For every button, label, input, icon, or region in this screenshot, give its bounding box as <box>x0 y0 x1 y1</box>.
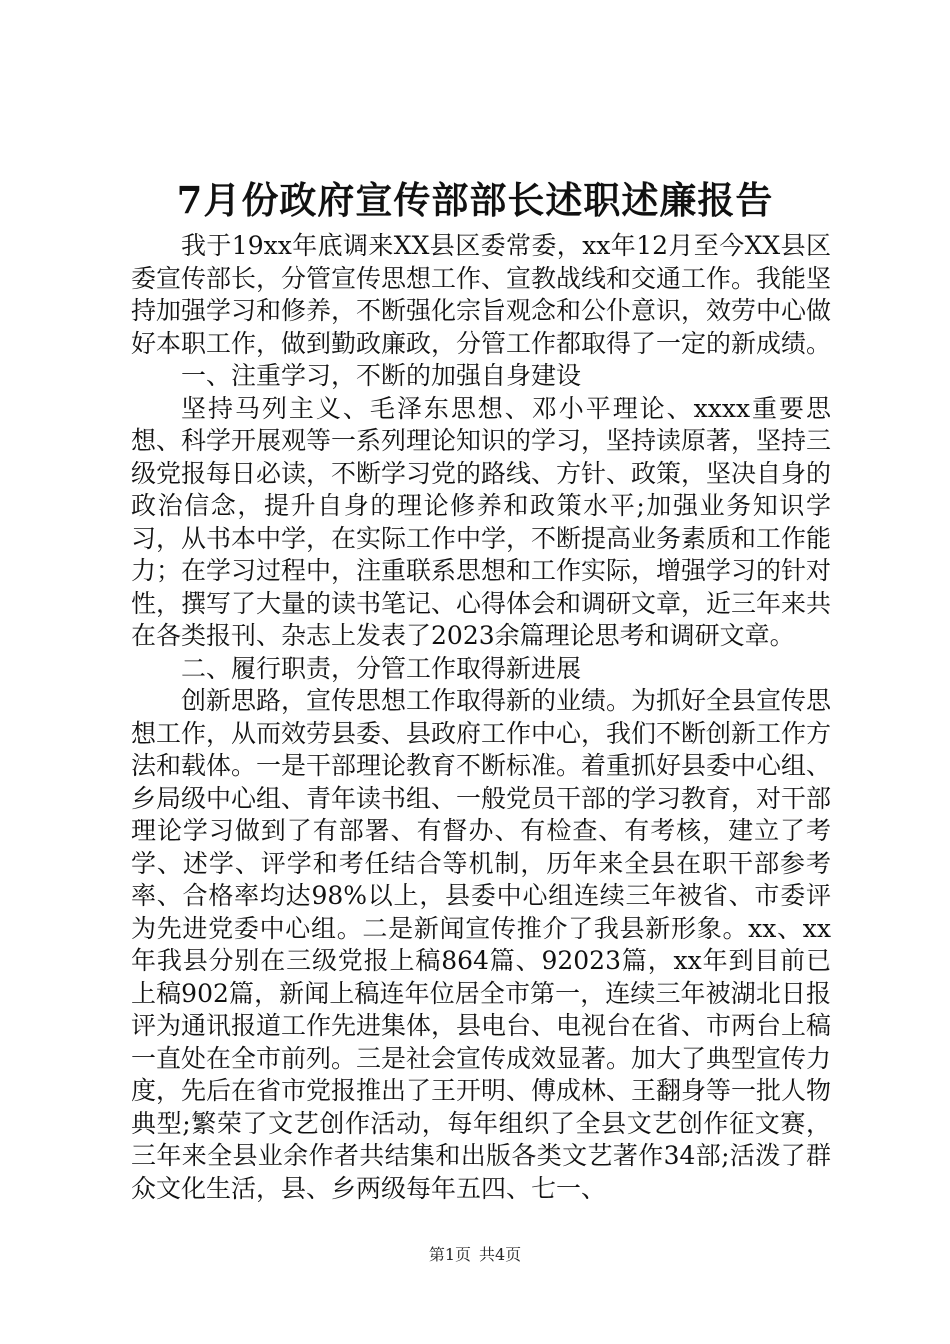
section-heading-2: 二、履行职责，分管工作取得新进展 <box>181 653 582 683</box>
section-heading-1: 一、注重学习，不断的加强自身建设 <box>181 361 582 390</box>
study-paragraph: 坚持马列主义、毛泽东思想、邓小平理论、xxxx重要思想、科学开展观等一系列理论知识的学习，坚持读原著，坚持三级党报每日必读，不断学习党的路线、方针、政策，坚决自身的政治信念，提升自身的理论修养和政策水平;加强业务知识学习，从书本中学，在实际工作中学，不断提高业务素质和工作能力；在学习过程中，注重联系思想和工作实际，增强学习的针对性，撰写了大量的读书笔记、心得体会和调研文章，近三年来共在各类报刊、杂志上发表了2023余篇理论思考和调研文章。 <box>131 393 832 650</box>
work-paragraph: 创新思路，宣传思想工作取得新的业绩。为抓好全县宣传思想工作，从而效劳县委、县政府工作中心，我们不断创新工作方法和载体。一是干部理论教育不断标准。着重抓好县委中心组、乡局级中心组、青年读书组、一般党员干部的学习教育，对干部理论学习做到了有部署、有督办、有检查、有考核，建立了考学、述学、评学和考任结合等机制，历年来全县在职干部参考率、合格率均达98%以上，县委中心组连续三年被省、市委评为先进党委中心组。二是新闻宣传推介了我县新形象。xx、xx年我县分别在三级党报上稿864篇、92023篇，xx年到目前已上稿902篇，新闻上稿连年位居全市第一，连续三年被湖北日报评为通讯报道工作先进集体，县电台、电视台在省、市两台上稿一直处在全市前列。三是社会宣传成效显著。加大了典型宣传力度，先后在省市党报推出了王开明、傅成林、王翻身等一批人物典型;繁荣了文艺创作活动，每年组织了全县文艺创作征文赛，三年来全县业余作者共结集和出版各类文艺著作34部;活泼了群众文化生活，县、乡两级每年五四、七一、 <box>131 686 832 1203</box>
intro-paragraph: 我于19xx年底调来XX县区委常委，xx年12月至今XX县区委宣传部长，分管宣传思想工作、宣教战线和交通工作。我能坚持加强学习和修养，不断强化宗旨观念和公仆意识，效劳中心做好本职工作，做到勤政廉政，分管工作都取得了一定的新成绩。 <box>131 231 832 358</box>
page-number: 第1页 <box>428 1245 471 1264</box>
page-footer <box>0 1245 950 1265</box>
document-title: 7月份政府宣传部部长述职述廉报告 <box>176 178 774 222</box>
page-total: 共4页 <box>479 1245 522 1264</box>
document-body <box>131 230 831 1205</box>
